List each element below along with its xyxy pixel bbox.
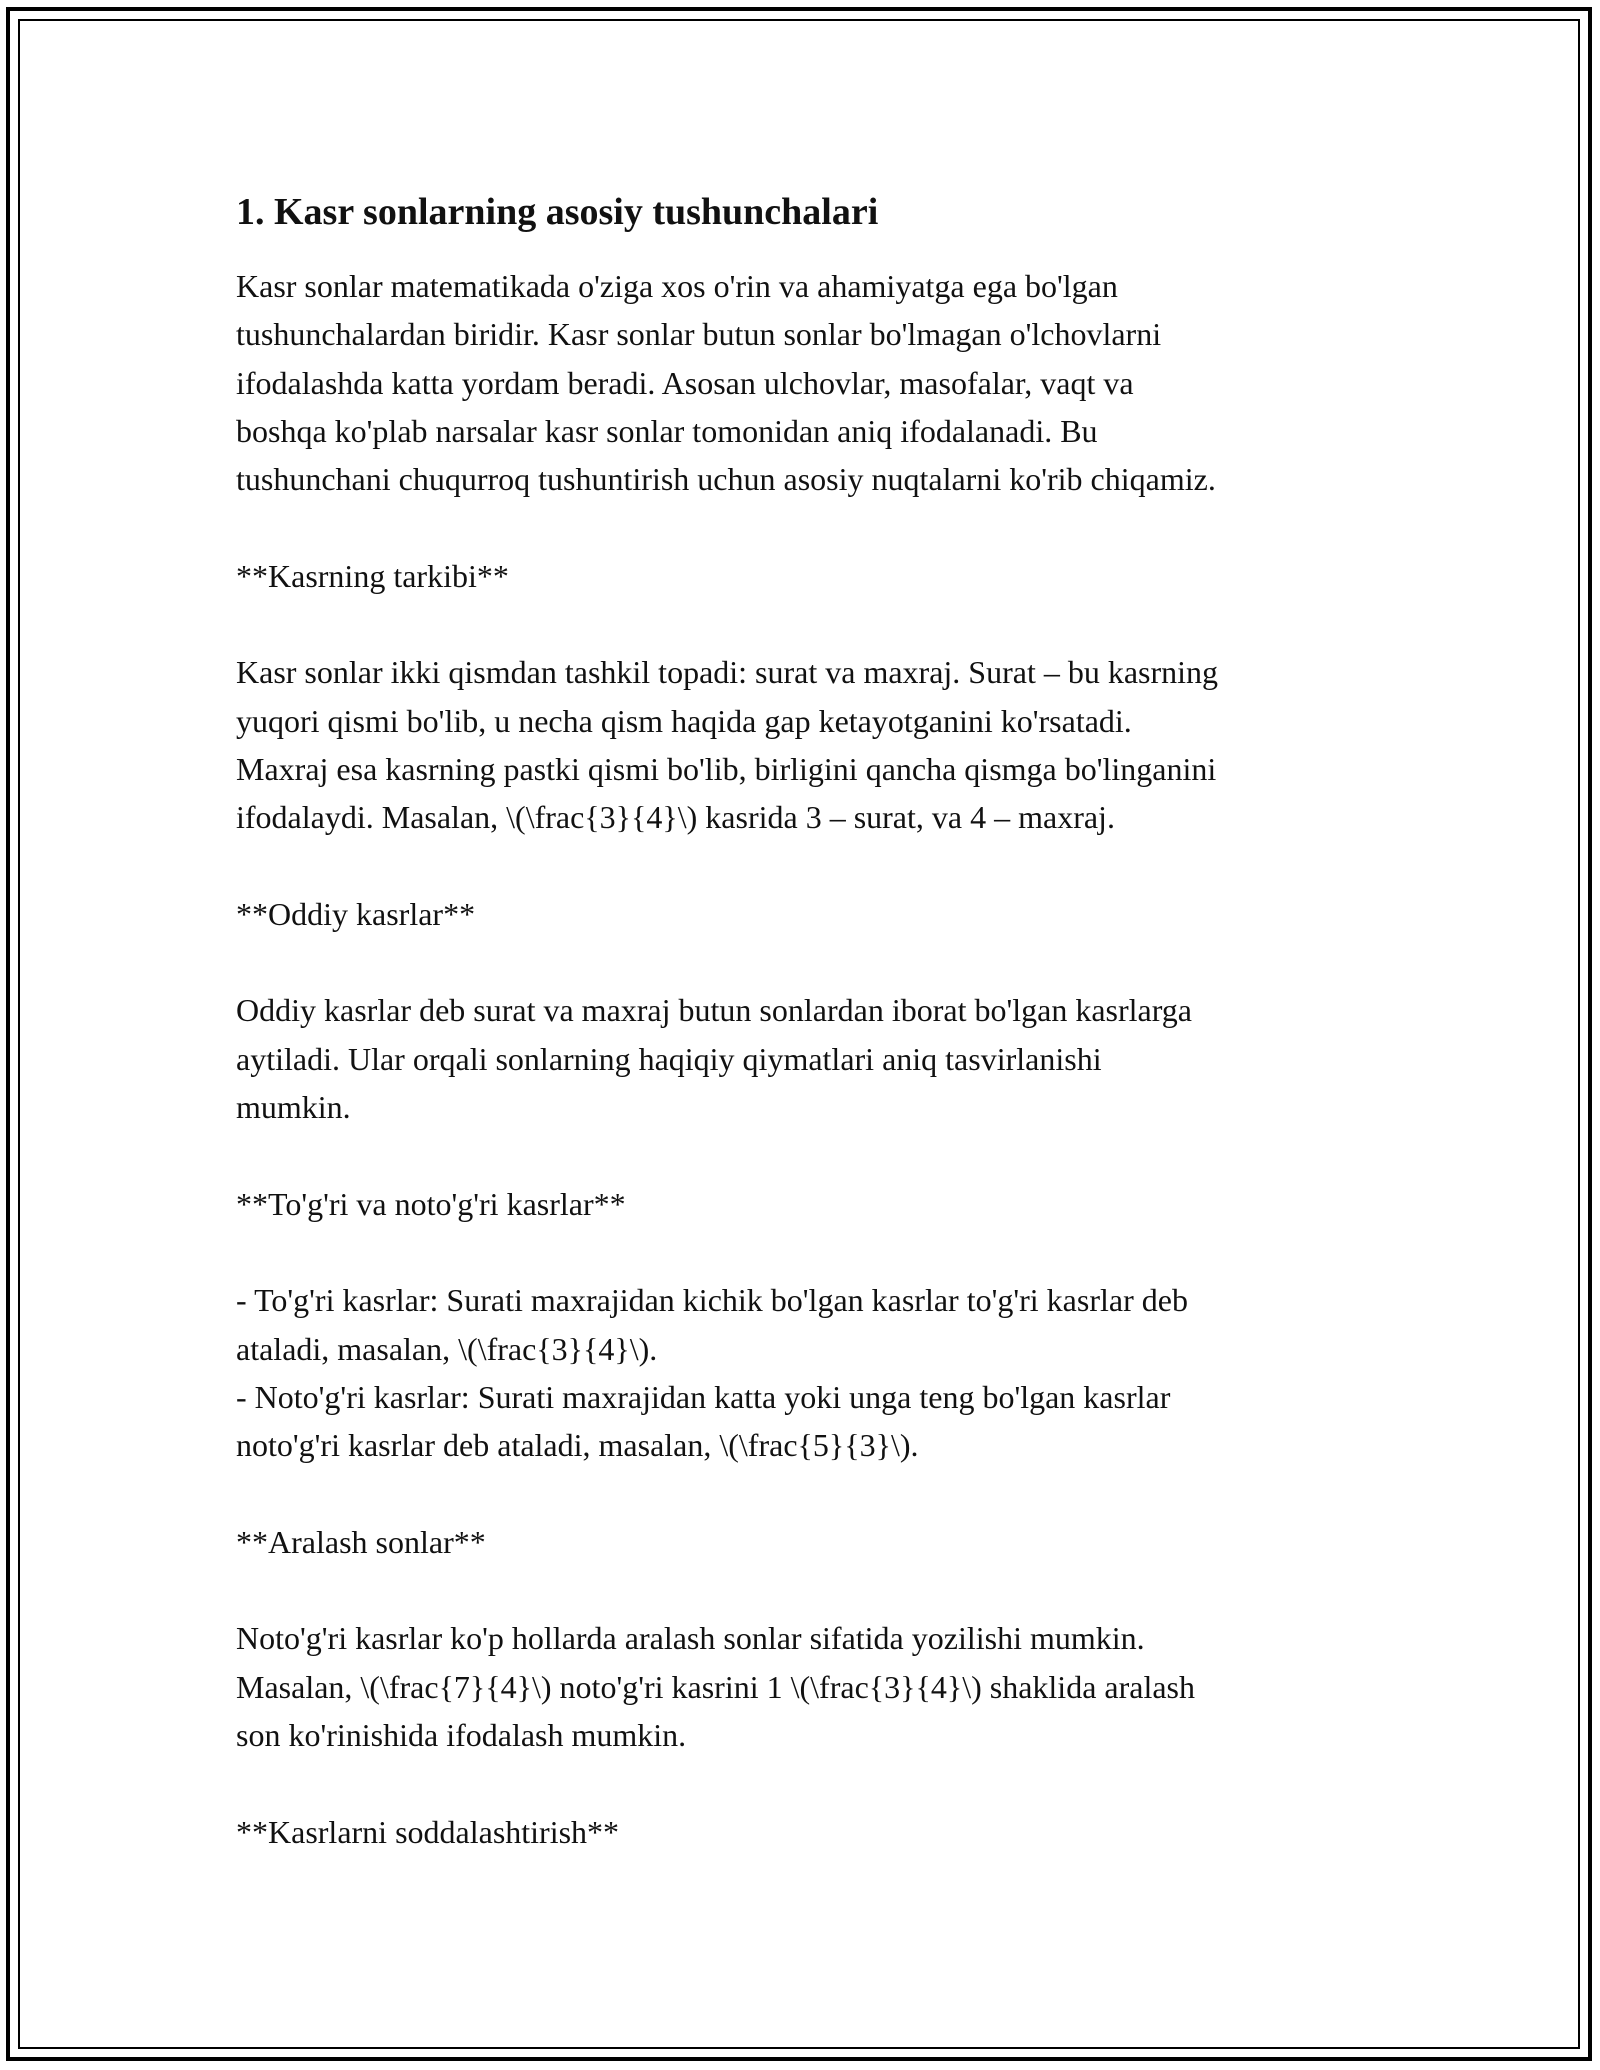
spacer <box>236 1759 1366 1807</box>
spacer <box>236 938 1366 986</box>
section-heading-kasrning-tarkibi: **Kasrning tarkibi** <box>236 557 509 594</box>
spacer <box>236 503 1366 551</box>
page-title: 1. Kasr sonlarning asosiy tushunchalari <box>236 191 879 233</box>
spacer <box>236 1228 1366 1276</box>
section-heading-togri-notogri: **To'g'ri va noto'g'ri kasrlar** <box>236 1185 626 1222</box>
spacer <box>236 1131 1366 1179</box>
section-heading-oddiy-kasrlar: **Oddiy kasrlar** <box>236 895 476 932</box>
list-togri-notogri: - To'g'ri kasrlar: Surati maxrajidan kichik bo'lgan kasrlar to'g'ri kasrlar deb ataladi, masalan, \(\frac{3}{4}\). - Noto'g'ri kasrlar: Surati maxrajidan katta yoki unga teng bo'lgan kasrlar noto'g'ri kasrlar deb ataladi, masalan, \(\frac{5}{3}\). <box>236 1282 1188 1464</box>
document-body <box>236 184 1366 1856</box>
section-heading-aralash-sonlar: **Aralash sonlar** <box>236 1523 486 1560</box>
paragraph-oddiy-kasrlar: Oddiy kasrlar deb surat va maxraj butun sonlardan iborat bo'lgan kasrlarga aytiladi. Ular orqali sonlarning haqiqiy qiymatlari aniq tasvirlanishi mumkin. <box>236 992 1192 1126</box>
spacer <box>236 1566 1366 1614</box>
paragraph-aralash-sonlar: Noto'g'ri kasrlar ko'p hollarda aralash sonlar sifatida yozilishi mumkin. Masalan, \(\frac{7}{4}\) noto'g'ri kasrini 1 \(\frac{3}{4}\) shaklida aralash son ko'rinishida ifodalash mumkin. <box>236 1620 1195 1753</box>
spacer <box>236 842 1366 890</box>
intro-paragraph: Kasr sonlar matematikada o'ziga xos o'rin va ahamiyatga ega bo'lgan tushunchalardan biridir. Kasr sonlar butun sonlar bo'lmagan o'lchovlarni ifodalashda katta yordam beradi. Asosan ulchovlar, masofalar, vaqt va boshqa ko'plab narsalar kasr sonlar tomonidan aniq ifodalanadi. Bu tushunchani chuqurroq tushuntirish uchun asosiy nuqtalarni ko'rib chiqamiz. <box>236 268 1216 498</box>
spacer <box>236 1469 1366 1517</box>
paragraph-kasrning-tarkibi: Kasr sonlar ikki qismdan tashkil topadi: surat va maxraj. Surat – bu kasrning yuqori qismi bo'lib, u necha qism haqida gap ketayotganini ko'rsatadi. Maxraj esa kasrning pastki qismi bo'lib, birligini qancha qismga bo'linganini ifodalaydi. Masalan, \(\frac{3}{4}\) kasrida 3 – surat, va 4 – maxraj. <box>236 654 1219 836</box>
section-heading-soddalashtirish: **Kasrlarni soddalashtirish** <box>236 1813 620 1850</box>
spacer <box>236 600 1366 648</box>
